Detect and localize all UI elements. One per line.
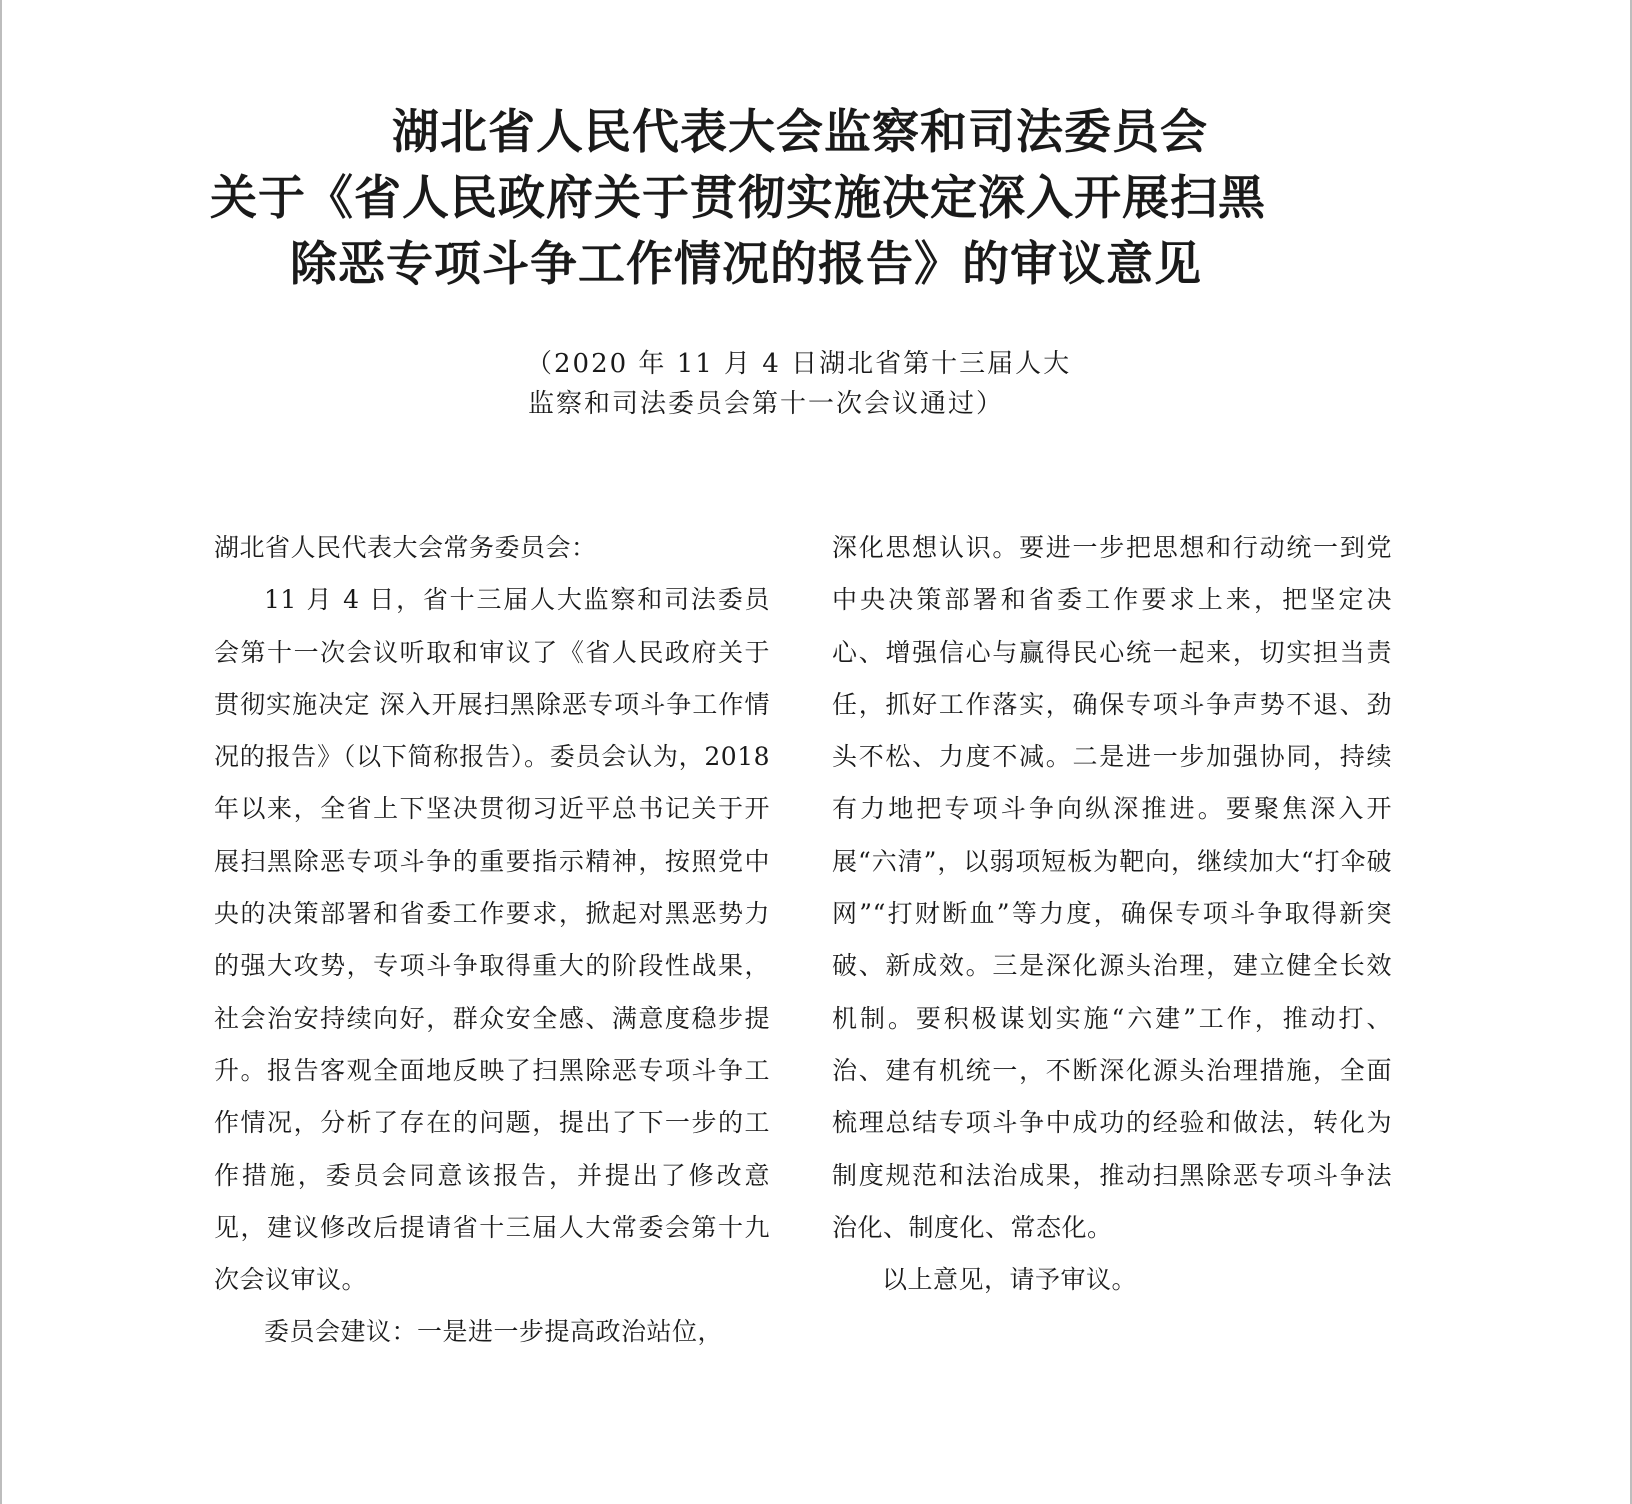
salutation: 湖北省人民代表大会常务委员会： [214, 533, 597, 562]
title-line-3: 除恶专项斗争工作情况的报告》的审议意见 [290, 237, 1202, 292]
title-line-2: 关于《省人民政府关于贯彻实施决定深入开展扫黑 [210, 171, 1266, 226]
closing-line: 以上意见，请予审议。 [882, 1265, 1138, 1295]
page-edge-left [0, 0, 2, 1504]
body-column-right [832, 522, 1392, 1306]
paragraph-1: 11 月 4 日，省十三届人大监察和司法委员会第十一次会议听取和审议了《省人民政府关于贯彻实施决定 深入开展扫黑除恶专项斗争工作情况的报告》（以下简称报告）。委员会认为，2018 年以来，全省上下坚决贯彻习近平总书记关于开展扫黑除恶专项斗争的重要指示精神，按照党中央的决策部署和省委工作要求，掀起对黑恶势力的强大攻势，专项斗争取得重大的阶段性战果，社会治安持续向好，群众安全感、满意度稳步提升。报告客观全面地反映了扫黑除恶专项斗争工作情况，分析了存在的问题，提出了下一步的工作措施，委员会同意该报告，并提出了修改意见，建议修改后提请省十三届人大常委会第十九次会议审议。 [214, 585, 770, 1295]
subtitle-line-2: 监察和司法委员会第十一次会议通过） [528, 389, 1005, 419]
subtitle-line-1: （2020 年 11 月 4 日湖北省第十三届人大 [526, 349, 1072, 379]
body-column-left [214, 522, 770, 1359]
paragraph-2-part-2: 深化思想认识。要进一步把思想和行动统一到党中央决策部署和省委工作要求上来，把坚定决心、增强信心与赢得民心统一起来，切实担当责任，抓好工作落实，确保专项斗争声势不退、劲头不松、力度不减。二是进一步加强协同，持续有力地把专项斗争向纵深推进。要聚焦深入开展“六清”，以弱项短板为靶向，继续加大“打伞破网”“打财断血”等力度，确保专项斗争取得新突破、新成效。三是深化源头治理，建立健全长效机制。要积极谋划实施“六建”工作，推动打、治、建有机统一，不断深化源头治理措施，全面梳理总结专项斗争中成功的经验和做法，转化为制度规范和法治成果，推动扫黑除恶专项斗争法治化、制度化、常态化。 [832, 533, 1392, 1242]
paragraph-2-part-1: 委员会建议：一是进一步提高政治站位， [264, 1317, 724, 1347]
document-subtitle [526, 344, 1071, 424]
title-line-1: 湖北省人民代表大会监察和司法委员会 [392, 105, 1208, 160]
